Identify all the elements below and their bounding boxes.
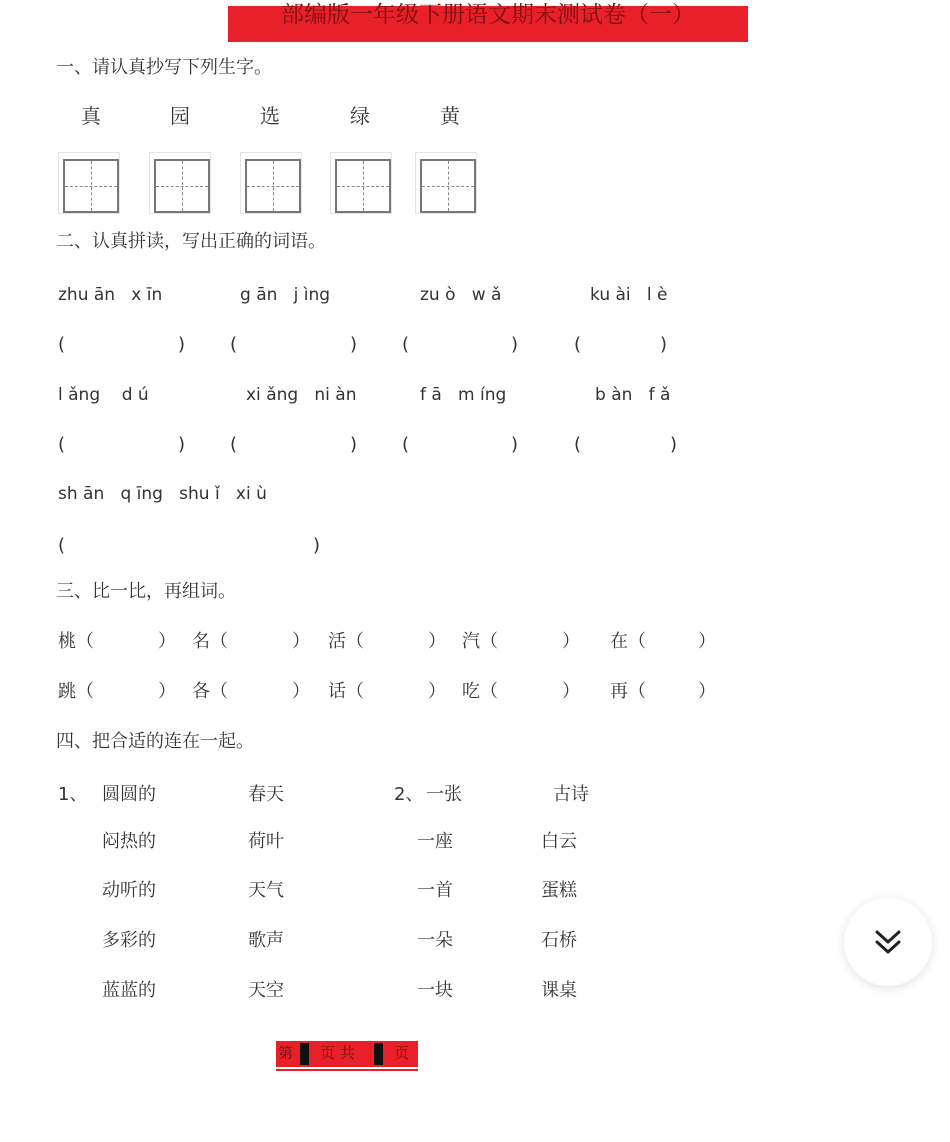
match-right-item[interactable]: 天气	[248, 880, 284, 901]
match-right-item[interactable]: 荷叶	[248, 831, 284, 852]
match-left-item[interactable]: 一座	[417, 831, 453, 852]
answer-paren-open: (	[574, 334, 582, 355]
page-title: 部编版一年级下册语文期末测试卷（一）	[281, 2, 695, 28]
writing-grid-box[interactable]	[415, 152, 477, 214]
answer-paren-close: )	[178, 334, 186, 355]
footer-label: 第	[278, 1044, 294, 1062]
answer-paren-open: (	[230, 434, 238, 455]
char-label: 园	[170, 104, 190, 128]
match-right-item[interactable]: 蛋糕	[541, 880, 577, 901]
compare-char: 汽（	[462, 631, 498, 652]
compare-close: ）	[158, 681, 176, 702]
pinyin-word: g ān j ìng	[240, 285, 331, 305]
answer-paren-open: (	[574, 434, 582, 455]
compare-close: ）	[292, 631, 310, 652]
match-right-item[interactable]: 课桌	[541, 980, 577, 1001]
page-number-footer	[276, 1041, 418, 1067]
match-group-number: 2、	[394, 784, 424, 805]
pinyin-word: xi ǎng ni àn	[246, 385, 357, 405]
answer-paren-close: )	[178, 434, 186, 455]
answer-paren-open: (	[402, 434, 410, 455]
footer-redaction	[374, 1043, 383, 1065]
match-left-item[interactable]: 蓝蓝的	[102, 980, 156, 1001]
match-right-item[interactable]: 天空	[248, 980, 284, 1001]
compare-char: 在（	[610, 631, 646, 652]
scroll-down-button[interactable]	[844, 898, 932, 986]
pinyin-word: f ā m íng	[420, 385, 507, 405]
writing-grid-box[interactable]	[149, 152, 211, 214]
match-left-item[interactable]: 一块	[417, 980, 453, 1001]
compare-char: 再（	[610, 681, 646, 702]
match-left-item[interactable]: 多彩的	[102, 930, 156, 951]
section-3-heading: 三、比一比，再组词。	[56, 581, 236, 602]
compare-close: ）	[698, 631, 716, 652]
answer-paren-open: (	[58, 434, 66, 455]
section-4-heading: 四、把合适的连在一起。	[56, 731, 254, 752]
compare-char: 桃（	[58, 631, 94, 652]
answer-paren-close: )	[350, 334, 358, 355]
answer-paren-open: (	[402, 334, 410, 355]
footer-label: 页	[394, 1044, 410, 1062]
compare-char: 吃（	[462, 681, 498, 702]
footer-underline	[276, 1069, 418, 1071]
compare-char: 跳（	[58, 681, 94, 702]
match-right-item[interactable]: 白云	[541, 831, 577, 852]
pinyin-word: zhu ān x īn	[58, 285, 163, 305]
match-left-item[interactable]: 动听的	[102, 880, 156, 901]
pinyin-word: sh ān q īng shu ǐ xi ù	[58, 484, 267, 504]
answer-paren-open: (	[58, 535, 66, 556]
match-right-item[interactable]: 古诗	[553, 784, 589, 805]
compare-char: 话（	[328, 681, 364, 702]
match-left-item[interactable]: 一首	[417, 880, 453, 901]
match-right-item[interactable]: 春天	[248, 784, 284, 805]
compare-close: ）	[698, 681, 716, 702]
answer-paren-open: (	[230, 334, 238, 355]
match-left-item[interactable]: 一朵	[417, 930, 453, 951]
pinyin-word: zu ò w ǎ	[420, 285, 502, 305]
footer-label: 页 共	[320, 1044, 355, 1062]
match-group-number: 1、	[58, 784, 88, 805]
match-right-item[interactable]: 歌声	[248, 930, 284, 951]
pinyin-word: l ǎng d ú	[58, 385, 149, 405]
compare-char: 各（	[192, 681, 228, 702]
match-left-item[interactable]: 闷热的	[102, 831, 156, 852]
compare-close: ）	[428, 681, 446, 702]
compare-close: ）	[428, 631, 446, 652]
match-right-item[interactable]: 石桥	[541, 930, 577, 951]
writing-grid-box[interactable]	[330, 152, 392, 214]
section-1-heading: 一、请认真抄写下列生字。	[56, 57, 272, 78]
compare-close: ）	[562, 681, 580, 702]
compare-close: ）	[292, 681, 310, 702]
double-chevron-down-icon	[873, 927, 903, 957]
writing-grid-box[interactable]	[58, 152, 120, 214]
answer-paren-close: )	[511, 434, 519, 455]
answer-paren-close: )	[511, 334, 519, 355]
answer-paren-open: (	[58, 334, 66, 355]
pinyin-word: ku ài l è	[590, 285, 668, 305]
char-label: 选	[260, 104, 280, 128]
footer-redaction	[300, 1043, 309, 1065]
match-left-item[interactable]: 圆圆的	[102, 784, 156, 805]
answer-paren-close: )	[670, 434, 678, 455]
compare-close: ）	[562, 631, 580, 652]
answer-paren-close: )	[660, 334, 668, 355]
writing-grid-box[interactable]	[240, 152, 302, 214]
char-label: 真	[81, 104, 101, 128]
section-2-heading: 二、认真拼读，写出正确的词语。	[56, 231, 326, 252]
compare-char: 活（	[328, 631, 364, 652]
char-label: 黄	[440, 104, 460, 128]
answer-paren-close: )	[313, 535, 321, 556]
match-left-item[interactable]: 一张	[426, 784, 462, 805]
compare-char: 名（	[192, 631, 228, 652]
answer-paren-close: )	[350, 434, 358, 455]
compare-close: ）	[158, 631, 176, 652]
pinyin-word: b àn f ǎ	[595, 385, 671, 405]
char-label: 绿	[350, 104, 370, 128]
